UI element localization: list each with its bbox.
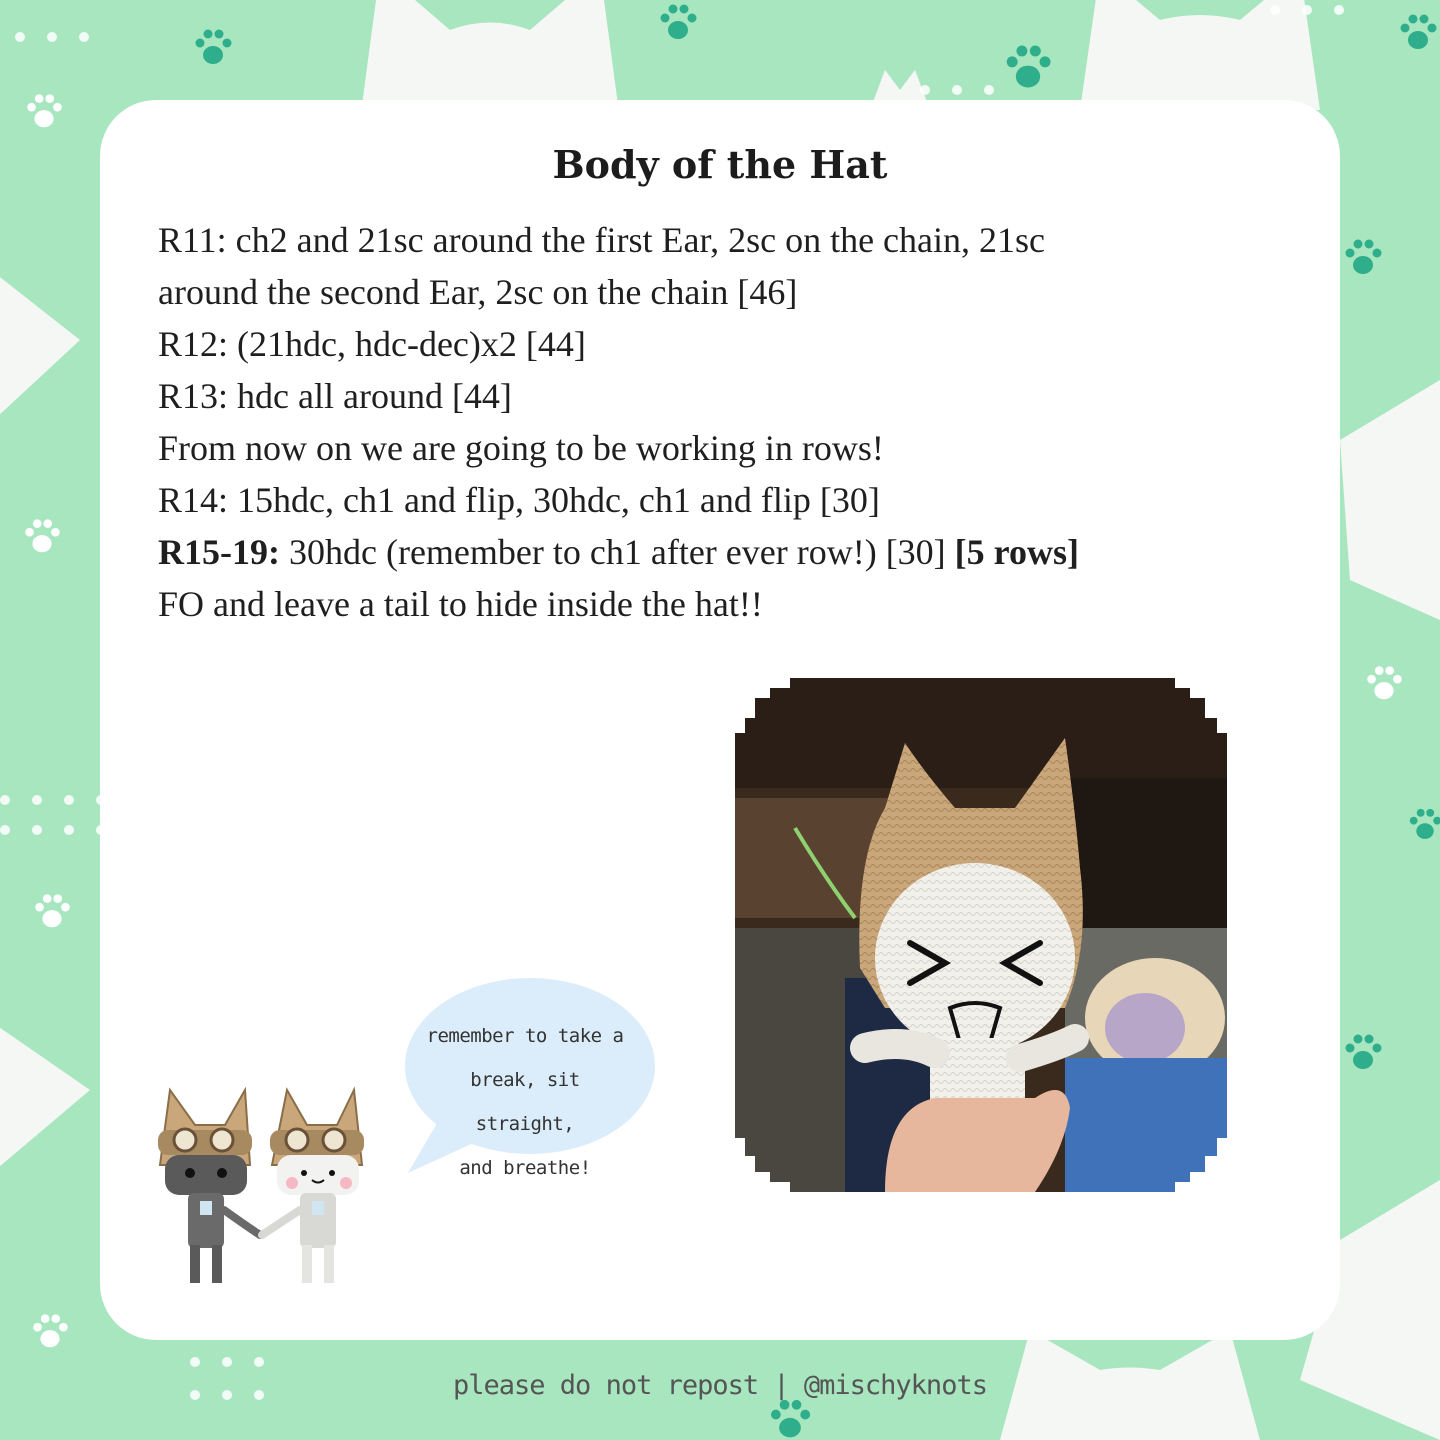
instruction-line: R11: ch2 and 21sc around the first Ear, 2sc on the chain, 21sc (158, 220, 1045, 260)
speech-bubble (400, 978, 660, 1178)
instruction-line: R14: 15hdc, ch1 and flip, 30hdc, ch1 and flip [30] (158, 480, 880, 520)
instruction-line: R12: (21hdc, hdc-dec)x2 [44] (158, 324, 586, 364)
instruction-line: R13: hdc all around [44] (158, 376, 512, 416)
paw-print-icon (655, 0, 701, 46)
cat-head-shape (1070, 0, 1330, 110)
instruction-line: R15-19: 30hdc (remember to ch1 after ever row!) [30] [5 rows] (158, 532, 1079, 572)
bubble-message: remember to take a break, sit straight, and breathe! (426, 1025, 624, 1179)
cat-head-shape (0, 1000, 100, 1200)
instruction-line: From now on we are going to be working in rows! (158, 428, 884, 468)
paw-print-icon (1395, 10, 1440, 56)
paw-print-icon (1000, 40, 1056, 96)
paw-print-icon (1405, 805, 1440, 845)
paw-print-icon (190, 25, 236, 71)
paw-print-icon (1362, 662, 1406, 706)
footer-credit: please do not repost | @mischyknots (453, 1370, 987, 1401)
paw-print-icon (1340, 1030, 1386, 1076)
amigurumi-photo (735, 678, 1227, 1192)
dot-decoration (0, 825, 106, 835)
dot-decoration (0, 795, 106, 805)
paw-print-icon (20, 515, 64, 559)
instruction-line: around the second Ear, 2sc on the chain [46] (158, 272, 798, 312)
instruction-line: FO and leave a tail to hide inside the hat!! (158, 584, 763, 624)
cat-head-shape (0, 230, 100, 470)
paw-print-icon (22, 90, 66, 134)
paw-print-icon (1340, 235, 1386, 281)
cat-characters-illustration (150, 1085, 380, 1290)
cat-head-shape (1340, 380, 1440, 620)
page-title: Body of the Hat (552, 142, 888, 187)
dot-decoration (920, 85, 994, 95)
paw-print-icon (765, 1395, 815, 1440)
paw-print-icon (30, 890, 74, 934)
paw-print-icon (28, 1310, 72, 1354)
dot-decoration (1270, 5, 1344, 15)
dot-decoration (15, 32, 89, 42)
dot-decoration (190, 1357, 264, 1367)
pattern-instructions (158, 214, 1238, 630)
